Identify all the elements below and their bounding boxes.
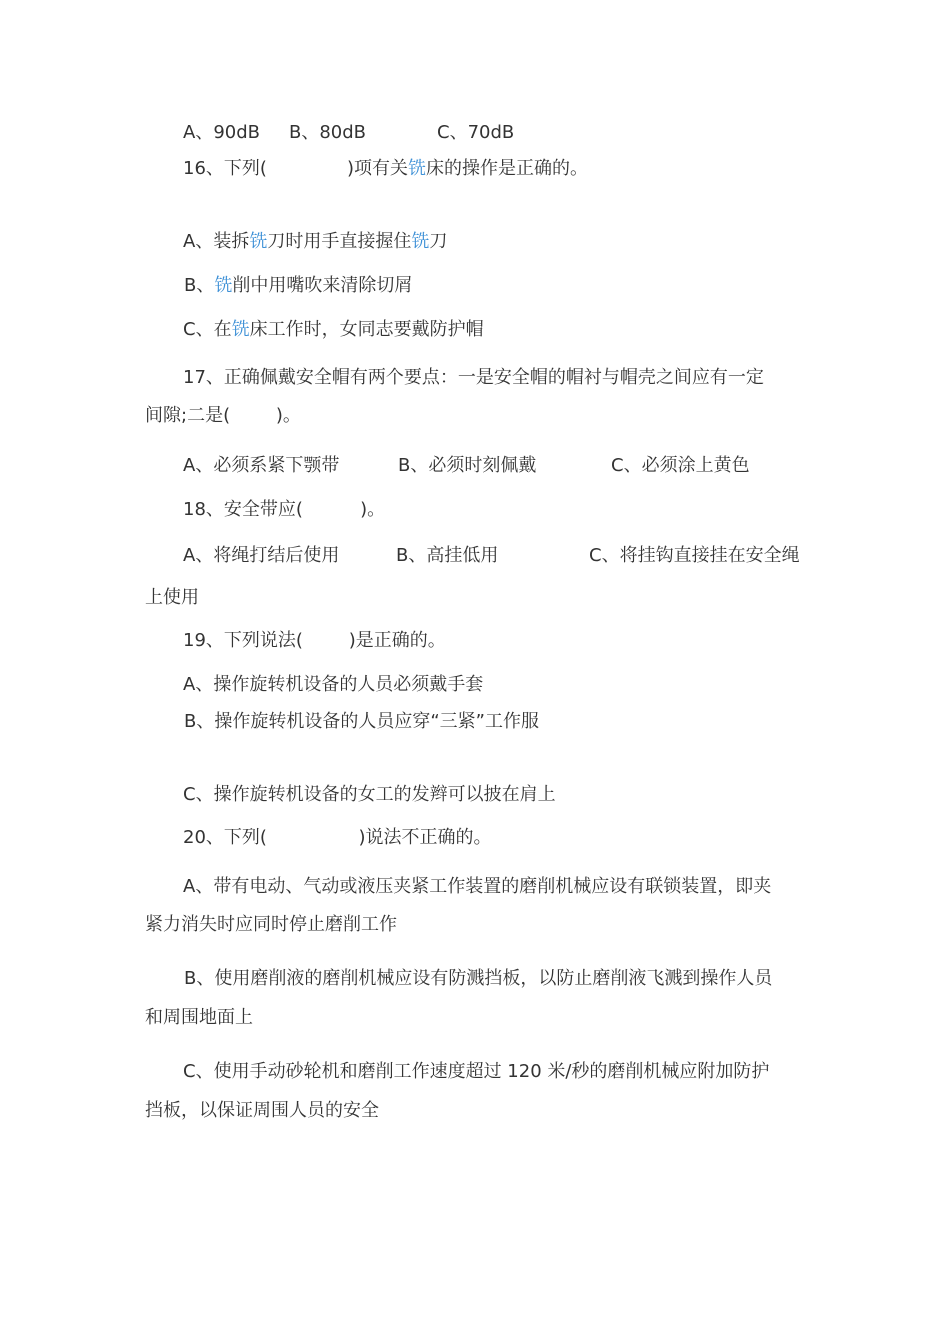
q16-option-a-text3: 刀 xyxy=(429,231,448,252)
q16-option-c-highlight: 铣 xyxy=(231,319,250,340)
q16-stem-pre: 16、下列( xyxy=(183,158,267,179)
q15-option-a: A、90dB xyxy=(183,122,260,143)
q16-option-c-text2: 床工作时，女同志要戴防护帽 xyxy=(249,319,484,340)
q18-option-c: C、将挂钩直接挂在安全绳 xyxy=(589,545,800,566)
q20-option-a-line2: 紧力消失时应同时停止磨削工作 xyxy=(145,914,397,935)
q16-stem-end: 床的操作是正确的。 xyxy=(425,158,588,179)
q19-option-b: B、操作旋转机设备的人员应穿“三紧”工作服 xyxy=(184,711,539,732)
q16-option-c-text1: C、在 xyxy=(183,319,232,340)
q16-stem-highlight: 铣 xyxy=(407,158,426,179)
q20-option-c-line1: C、使用手动砂轮机和磨削工作速度超过 120 米/秒的磨削机械应附加防护 xyxy=(183,1061,770,1082)
q20-option-b-line1: B、使用磨削液的磨削机械应设有防溅挡板，以防止磨削液飞溅到操作人员 xyxy=(184,968,773,989)
q20-option-c-line2: 挡板，以保证周围人员的安全 xyxy=(145,1100,379,1121)
q16-option-a xyxy=(183,230,447,254)
q16-option-c xyxy=(183,318,484,342)
q17-stem-line1: 17、正确佩戴安全帽有两个要点：一是安全帽的帽衬与帽壳之间应有一定 xyxy=(183,367,764,388)
q16-stem xyxy=(183,157,588,181)
q16-option-b-highlight: 铣 xyxy=(214,275,233,296)
q16-stem-post: )项有关 xyxy=(346,158,408,179)
q18-option-b: B、高挂低用 xyxy=(396,545,499,566)
q16-option-b-text2: 削中用嘴吹来清除切屑 xyxy=(232,275,413,296)
q19-option-c: C、操作旋转机设备的女工的发辫可以披在肩上 xyxy=(183,784,556,805)
q15-option-b: B、80dB xyxy=(289,122,367,143)
q17-option-b: B、必须时刻佩戴 xyxy=(398,455,537,476)
q17-option-a: A、必须系紧下颚带 xyxy=(183,455,340,476)
q20-stem: 20、下列( )说法不正确的。 xyxy=(183,827,492,848)
q16-option-a-text1: A、装拆 xyxy=(183,231,250,252)
q20-option-a-line1: A、带有电动、气动或液压夹紧工作装置的磨削机械应设有联锁装置，即夹 xyxy=(183,876,772,897)
q15-option-c: C、70dB xyxy=(437,122,515,143)
q18-option-a: A、将绳打结后使用 xyxy=(183,545,340,566)
q19-stem: 19、下列说法( )是正确的。 xyxy=(183,630,446,651)
q16-option-a-text2: 刀时用手直接握住 xyxy=(267,231,412,252)
q18-stem: 18、安全带应( )。 xyxy=(183,499,386,520)
q16-option-a-highlight2: 铣 xyxy=(411,231,430,252)
q17-stem-line2: 间隙;二是( )。 xyxy=(145,405,301,426)
q17-option-c: C、必须涂上黄色 xyxy=(611,455,750,476)
q16-option-b-text1: B、 xyxy=(184,275,215,296)
q19-option-a: A、操作旋转机设备的人员必须戴手套 xyxy=(183,674,484,695)
q16-option-a-highlight1: 铣 xyxy=(249,231,268,252)
q20-option-b-line2: 和周围地面上 xyxy=(145,1007,253,1028)
q16-option-b xyxy=(184,274,412,298)
q18-option-c-continued: 上使用 xyxy=(145,587,199,608)
